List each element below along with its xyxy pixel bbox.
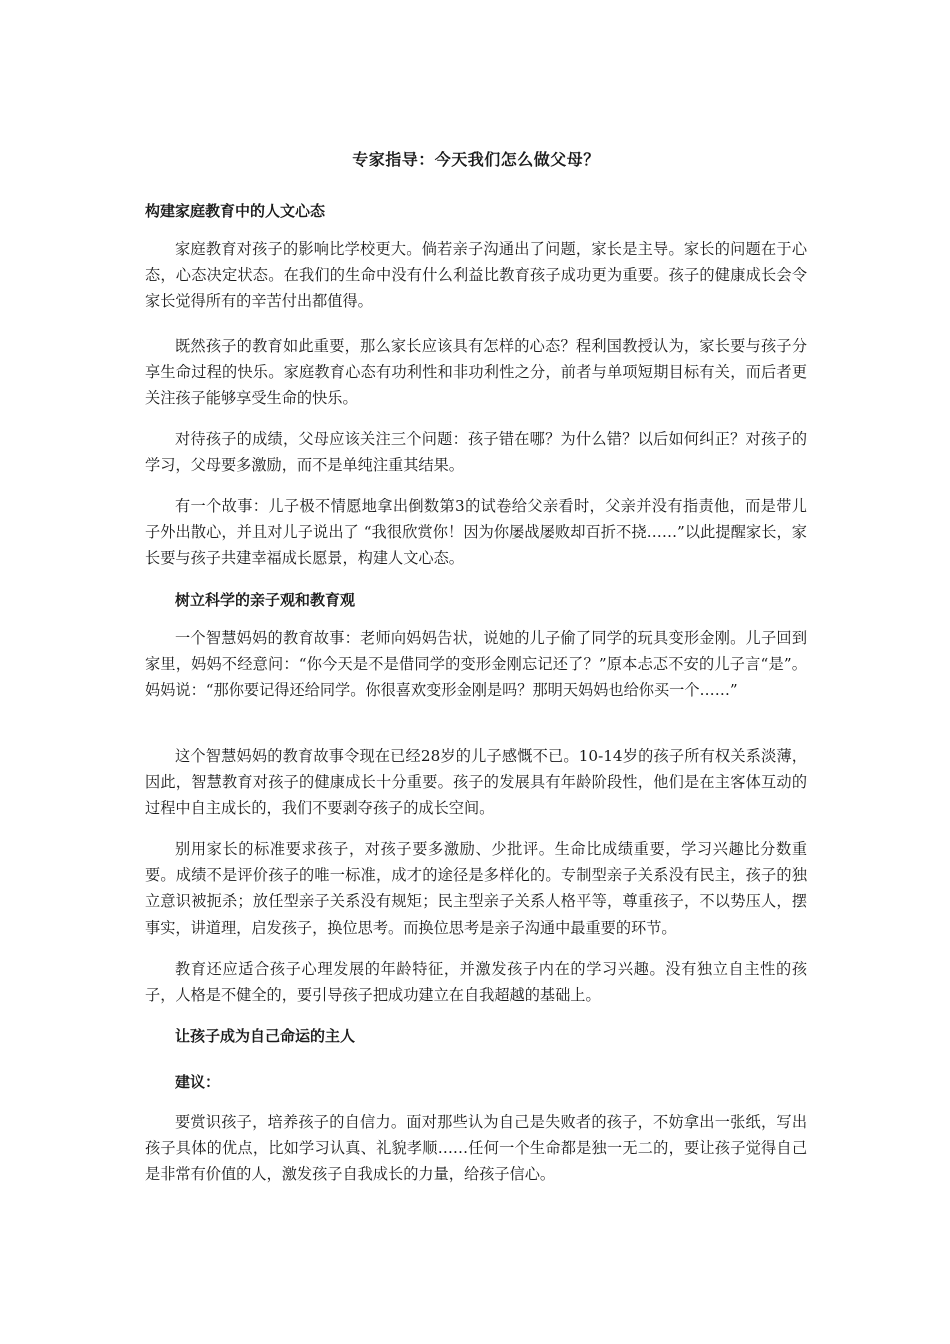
paragraph-3-1: 要赏识孩子，培养孩子的自信力。面对那些认为自己是失败者的孩子，不妨拿出一张纸，写出孩子具体的优点，比如学习认真、礼貌孝顺……任何一个生命都是独一无二的，要让孩子觉得自己是非常有价值的人，激发孩子自我成长的力量，给孩子信心。 [145, 1113, 807, 1184]
paragraph-2-2: 这个智慧妈妈的教育故事令现在已经28岁的儿子感慨不已。10-14岁的孩子所有权关系淡薄，因此，智慧教育对孩子的健康成长十分重要。孩子的发展具有年龄阶段性，他们是在主客体互动的过程中自主成长的，我们不要剥夺孩子的成长空间。 [145, 747, 807, 818]
paragraph-1-1: 家庭教育对孩子的影响比学校更大。倘若亲子沟通出了问题，家长是主导。家长的问题在于心态，心态决定状态。在我们的生命中没有什么利益比教育孩子成功更为重要。孩子的健康成长会令家长觉得所有的辛苦付出都值得。 [145, 240, 807, 311]
paragraph-2-4: 教育还应适合孩子心理发展的年龄特征，并激发孩子内在的学习兴趣。没有独立自主性的孩子，人格是不健全的，要引导孩子把成功建立在自我超越的基础上。 [145, 960, 807, 1005]
paragraph-1-3: 对待孩子的成绩，父母应该关注三个问题：孩子错在哪？为什么错？以后如何纠正？对孩子的学习，父母要多激励，而不是单纯注重其结果。 [145, 430, 807, 475]
paragraph-1-4: 有一个故事：儿子极不情愿地拿出倒数第3的试卷给父亲看时，父亲并没有指责他，而是带儿子外出散心，并且对儿子说出了 “我很欣赏你！因为你屡战屡败却百折不挠……”以此提醒家长，家长要与孩子共建幸福成长愿景，构建人文心态。 [145, 497, 807, 568]
section-heading-2: 树立科学的亲子观和教育观 [175, 591, 356, 609]
section-heading-1: 构建家庭教育中的人文心态 [145, 202, 326, 220]
paragraph-2-3: 别用家长的标准要求孩子，对孩子要多激励、少批评。生命比成绩重要，学习兴趣比分数重要。成绩不是评价孩子的唯一标准，成才的途径是多样化的。专制型亲子关系没有民主，孩子的独立意识被扼杀；放任型亲子关系没有规矩；民主型亲子关系人格平等，尊重孩子，不以势压人，摆事实，讲道理，启发孩子，换位思考。而换位思考是亲子沟通中最重要的环节。 [145, 840, 807, 937]
section-subheading-3: 建议： [175, 1073, 221, 1091]
section-heading-3: 让孩子成为自己命运的主人 [175, 1027, 356, 1045]
paragraph-2-1: 一个智慧妈妈的教育故事：老师向妈妈告状，说她的儿子偷了同学的玩具变形金刚。儿子回到家里，妈妈不经意问：“你今天是不是借同学的变形金刚忘记还了？”原本忐忑不安的儿子言“是”。妈妈说：“那你要记得还给同学。你很喜欢变形金刚是吗？那明天妈妈也给你买一个……” [145, 629, 807, 700]
document-title: 专家指导：今天我们怎么做父母？ [352, 150, 600, 169]
paragraph-1-2: 既然孩子的教育如此重要，那么家长应该具有怎样的心态？程利国教授认为，家长要与孩子分享生命过程的快乐。家庭教育心态有功利性和非功利性之分，前者与单项短期目标有关，而后者更关注孩子能够享受生命的快乐。 [145, 337, 807, 408]
